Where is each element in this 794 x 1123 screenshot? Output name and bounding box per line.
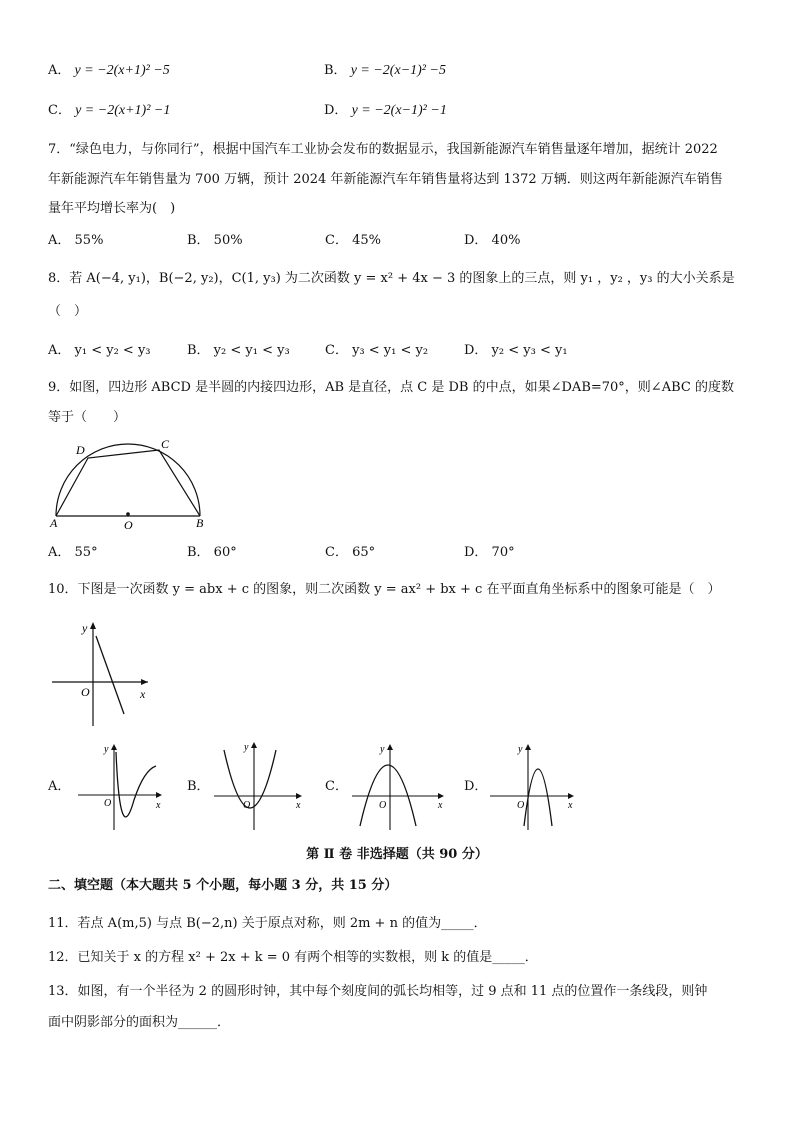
q7-option-b: B． 50% bbox=[187, 233, 243, 248]
origin-label: O bbox=[379, 800, 387, 811]
label-b: B bbox=[196, 516, 204, 530]
quadrilateral-abcd bbox=[56, 450, 200, 516]
q10-option-b-letter: B． bbox=[187, 779, 210, 794]
q7-line-1: 7．“绿色电力，与你同行”，根据中国汽车工业协会发布的数据显示，我国新能源汽车销售量逐年增加，据统计 2022 bbox=[48, 142, 718, 157]
x-label: x bbox=[438, 800, 443, 811]
option-expression: y = −2(x+1)² −1 bbox=[75, 103, 171, 118]
option-letter: C． bbox=[48, 103, 71, 118]
q10-option-d-graph bbox=[488, 740, 580, 832]
q9-line-1: 9．如图，四边形 ABCD 是半圆的内接四边形，AB 是直径，点 C 是 DB 的中点，如果∠DAB=70°，则∠ABC 的度数 bbox=[48, 380, 734, 395]
section2-title: 二、填空题（本大题共 5 个小题，每小题 3 分，共 15 分） bbox=[48, 878, 398, 893]
option-expression: y = −2(x−1)² −1 bbox=[351, 103, 447, 118]
x-label: x bbox=[296, 800, 301, 811]
x-label: x bbox=[156, 800, 161, 811]
q8-line-2: （ ） bbox=[48, 304, 88, 319]
q6-option-c bbox=[48, 102, 170, 120]
center-point-o bbox=[126, 512, 130, 516]
origin-label: O bbox=[517, 800, 525, 811]
linear-function-line bbox=[96, 636, 124, 714]
q9-option-a: A． 55° bbox=[48, 545, 98, 560]
y-label: y bbox=[244, 742, 249, 753]
y-axis-arrow bbox=[111, 744, 117, 750]
part2-title: 第 Ⅱ 卷 非选择题（共 90 分） bbox=[306, 847, 488, 862]
q10-option-b-graph bbox=[212, 738, 306, 832]
q9-semicircle-figure bbox=[44, 434, 216, 530]
q13-line-2: 面中阴影部分的面积为______． bbox=[48, 1015, 231, 1030]
q7-option-d: D． 40% bbox=[464, 233, 521, 248]
q10-option-d-letter: D． bbox=[464, 779, 488, 794]
q10-option-a-graph bbox=[76, 740, 166, 832]
origin-label: O bbox=[104, 798, 112, 809]
x-axis-arrow bbox=[438, 793, 444, 799]
origin-label: O bbox=[243, 800, 251, 811]
y-axis-arrow bbox=[525, 744, 531, 750]
q8-option-d: D． y₂ < y₃ < y₁ bbox=[464, 343, 568, 358]
q7-option-a: A． 55% bbox=[48, 233, 104, 248]
q8-option-b: B． y₂ < y₁ < y₃ bbox=[187, 343, 290, 358]
x-axis-arrow bbox=[156, 792, 162, 798]
q10-option-c-graph bbox=[350, 740, 450, 832]
x-axis-arrow bbox=[141, 679, 148, 685]
y-axis-arrow bbox=[90, 622, 96, 629]
x-label: x bbox=[140, 687, 146, 701]
q6-option-b bbox=[324, 62, 446, 80]
q6-option-d bbox=[324, 102, 447, 120]
parabola bbox=[116, 752, 156, 817]
q9-option-b: B． 60° bbox=[187, 545, 237, 560]
q10-option-c-letter: C． bbox=[325, 779, 348, 794]
y-label: y bbox=[518, 744, 523, 755]
option-expression: y = −2(x+1)² −5 bbox=[74, 63, 170, 78]
q8-option-c: C． y₃ < y₁ < y₂ bbox=[325, 343, 429, 358]
q7-option-c: C． 45% bbox=[325, 233, 381, 248]
x-axis-arrow bbox=[296, 793, 302, 799]
option-letter: B． bbox=[324, 63, 347, 78]
y-label: y bbox=[380, 744, 385, 755]
label-a: A bbox=[50, 516, 58, 530]
option-letter: D． bbox=[324, 103, 348, 118]
q8-line-1: 8．若 A(−4, y₁)，B(−2, y₂)，C(1, y₃) 为二次函数 y = x² + 4x − 3 的图象上的三点，则 y₁ ，y₂ ，y₃ 的大小关系是 bbox=[48, 271, 735, 286]
q12-line: 12．已知关于 x 的方程 x² + 2x + k = 0 有两个相等的实数根，则 k 的值是_____． bbox=[48, 950, 538, 965]
q7-line-2: 年新能源汽车年销售量为 700 万辆，预计 2024 年新能源汽车年销售量将达到 1372 万辆．则这两年新能源汽车销售 bbox=[48, 172, 723, 187]
origin-label: O bbox=[81, 685, 90, 699]
y-label: y bbox=[82, 621, 88, 635]
q7-line-3: 量年平均增长率为( ) bbox=[48, 201, 176, 216]
option-letter: A． bbox=[48, 63, 71, 78]
y-axis-arrow bbox=[251, 742, 257, 748]
q9-option-d: D． 70° bbox=[464, 545, 515, 560]
q10-option-a-letter: A． bbox=[48, 779, 71, 794]
y-axis-arrow bbox=[387, 744, 393, 750]
label-o: O bbox=[124, 518, 133, 530]
q9-option-c: C． 65° bbox=[325, 545, 376, 560]
label-d: D bbox=[76, 443, 85, 457]
q8-option-a: A． y₁ < y₂ < y₃ bbox=[48, 343, 151, 358]
q6-option-a bbox=[48, 62, 170, 80]
label-c: C bbox=[161, 437, 170, 451]
q10-line-1: 10．下图是一次函数 y = abx + c 的图象，则二次函数 y = ax² + bx + c 在平面直角坐标系中的图象可能是（ ） bbox=[48, 582, 721, 597]
q10-linear-graph bbox=[50, 618, 154, 730]
y-label: y bbox=[104, 744, 109, 755]
x-label: x bbox=[568, 800, 573, 811]
q13-line-1: 13．如图，有一个半径为 2 的圆形时钟，其中每个刻度间的弧长均相等，过 9 点和 11 点的位置作一条线段，则钟 bbox=[48, 984, 708, 999]
q9-line-2: 等于（ ） bbox=[48, 410, 127, 425]
option-expression: y = −2(x−1)² −5 bbox=[350, 63, 446, 78]
x-axis-arrow bbox=[568, 793, 574, 799]
q11-line: 11．若点 A(m,5) 与点 B(−2,n) 关于原点对称，则 2m + n 的值为_____． bbox=[48, 916, 487, 931]
